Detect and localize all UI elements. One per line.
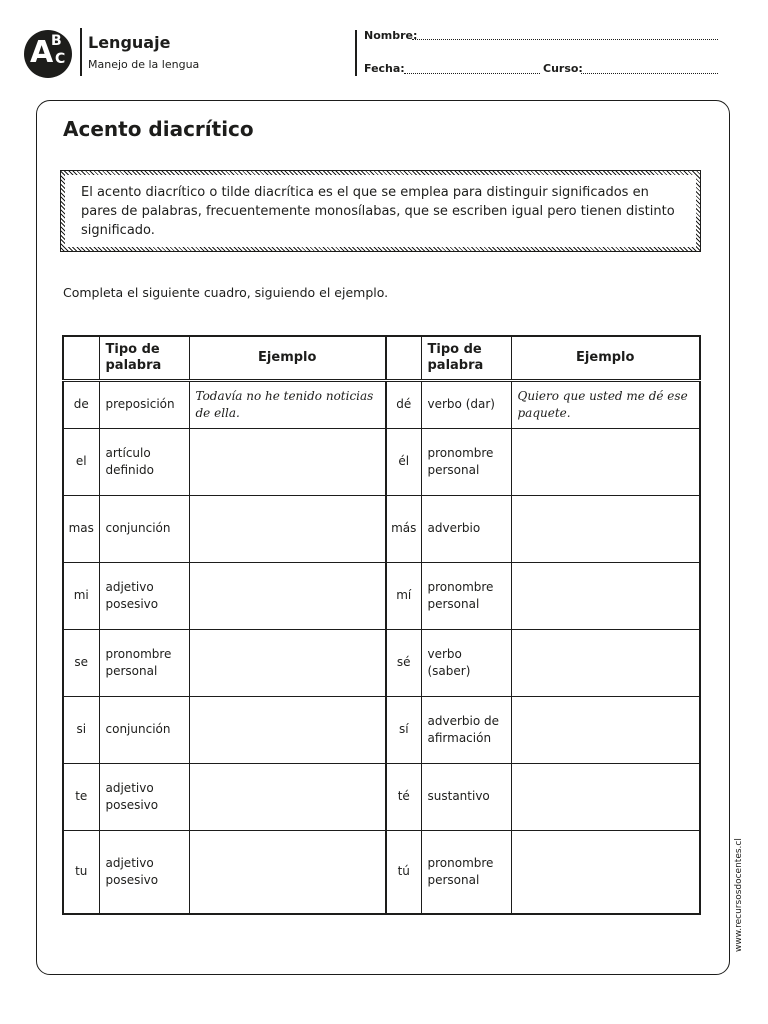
accent-word-cell: sí — [386, 696, 421, 763]
logo-letter-a: A — [30, 35, 54, 70]
header-divider — [355, 30, 357, 76]
header-accent-word-col — [386, 336, 421, 380]
header-accent-example: Ejemplo — [511, 336, 700, 380]
example-cell[interactable] — [189, 763, 386, 830]
table-row — [63, 380, 700, 428]
accent-example-cell[interactable] — [511, 562, 700, 629]
accent-example-cell[interactable] — [511, 428, 700, 495]
header-type: Tipo de palabra — [99, 336, 189, 380]
fecha-field[interactable] — [404, 73, 540, 74]
accent-example-cell[interactable] — [511, 696, 700, 763]
header-accent-type: Tipo de palabra — [421, 336, 511, 380]
table-header-row — [63, 336, 700, 380]
example-cell[interactable] — [189, 495, 386, 562]
fecha-label: Fecha: — [364, 62, 405, 75]
logo-letter-c: C — [55, 51, 66, 67]
accent-example-cell[interactable] — [511, 495, 700, 562]
accent-type-cell: adverbio de afirmación — [421, 696, 511, 763]
table-row — [63, 629, 700, 696]
subject-title: Lenguaje — [88, 33, 171, 52]
type-cell: artículo definido — [99, 428, 189, 495]
accent-word-cell: él — [386, 428, 421, 495]
header-word-col — [63, 336, 99, 380]
word-cell: mas — [63, 495, 99, 562]
instruction-text: Completa el siguiente cuadro, siguiendo el ejemplo. — [63, 285, 389, 300]
word-cell: te — [63, 763, 99, 830]
word-cell: mi — [63, 562, 99, 629]
example-cell[interactable] — [189, 562, 386, 629]
table-row — [63, 495, 700, 562]
accent-word-cell: sé — [386, 629, 421, 696]
accent-example-cell[interactable] — [511, 763, 700, 830]
accent-type-cell: pronombre personal — [421, 428, 511, 495]
word-cell: el — [63, 428, 99, 495]
type-cell: preposición — [99, 380, 189, 428]
nombre-field[interactable] — [412, 39, 718, 40]
type-cell: adjetivo posesivo — [99, 830, 189, 914]
type-cell: conjunción — [99, 696, 189, 763]
example-cell[interactable] — [189, 696, 386, 763]
accent-example-cell[interactable] — [511, 830, 700, 914]
accent-type-cell: pronombre personal — [421, 562, 511, 629]
accent-example-cell: Quiero que usted me dé ese paquete. — [511, 380, 700, 428]
example-cell[interactable] — [189, 428, 386, 495]
accent-word-cell: dé — [386, 380, 421, 428]
table-row — [63, 763, 700, 830]
accent-type-cell: verbo (saber) — [421, 629, 511, 696]
nombre-label: Nombre: — [364, 29, 418, 42]
table-row — [63, 562, 700, 629]
type-cell: pronombre personal — [99, 629, 189, 696]
example-cell[interactable] — [189, 830, 386, 914]
example-cell: Todavía no he tenido noticias de ella. — [189, 380, 386, 428]
curso-label: Curso: — [543, 62, 583, 75]
accent-word-cell: mí — [386, 562, 421, 629]
diacritic-table — [62, 335, 701, 915]
accent-word-cell: té — [386, 763, 421, 830]
curso-field[interactable] — [581, 73, 718, 74]
type-cell: conjunción — [99, 495, 189, 562]
example-cell[interactable] — [189, 629, 386, 696]
definition-text: El acento diacrítico o tilde diacrítica es el que se emplea para distinguir significados en pares de palabras, frecuentemente monosílabas, que se escriben igual pero tienen distinto significado. — [81, 185, 675, 238]
type-cell: adjetivo posesivo — [99, 562, 189, 629]
type-cell: adjetivo posesivo — [99, 763, 189, 830]
accent-type-cell: verbo (dar) — [421, 380, 511, 428]
table-row — [63, 696, 700, 763]
topic-subtitle: Manejo de la lengua — [88, 58, 200, 71]
accent-example-cell[interactable] — [511, 629, 700, 696]
accent-type-cell: sustantivo — [421, 763, 511, 830]
accent-word-cell: más — [386, 495, 421, 562]
table-row — [63, 830, 700, 914]
accent-type-cell: pronombre personal — [421, 830, 511, 914]
word-cell: de — [63, 380, 99, 428]
word-cell: se — [63, 629, 99, 696]
page-title: Acento diacrítico — [63, 117, 254, 141]
abc-logo — [24, 30, 72, 78]
accent-word-cell: tú — [386, 830, 421, 914]
table-row — [63, 428, 700, 495]
header-example: Ejemplo — [189, 336, 386, 380]
word-cell: si — [63, 696, 99, 763]
logo-letter-b: B — [51, 33, 62, 49]
definition-box — [60, 170, 701, 252]
accent-type-cell: adverbio — [421, 495, 511, 562]
word-cell: tu — [63, 830, 99, 914]
brand-divider — [80, 28, 82, 76]
website-url: www.recursosdocentes.cl — [734, 838, 744, 952]
